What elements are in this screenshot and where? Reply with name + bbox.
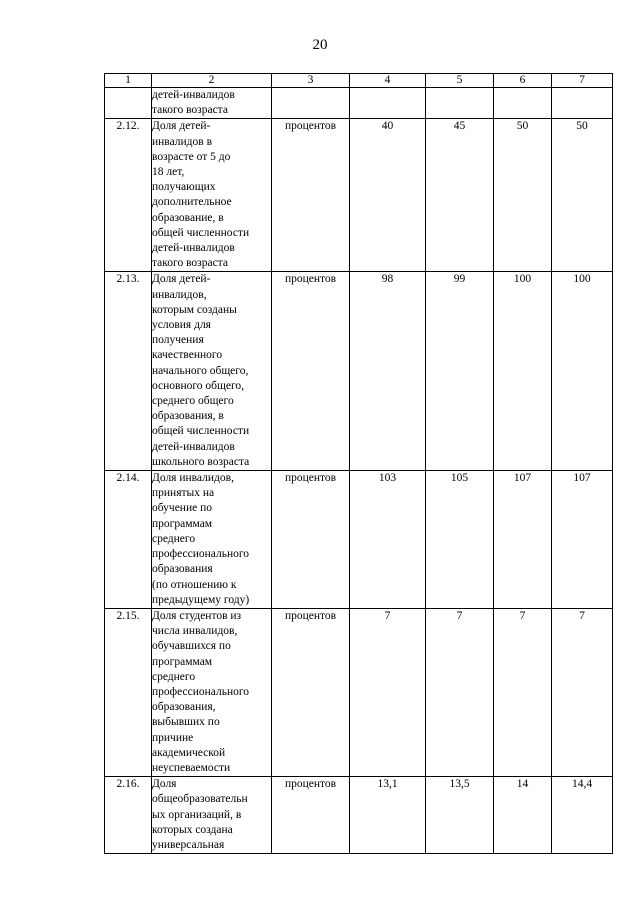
table-row bbox=[105, 608, 613, 776]
value-col-6: 50 bbox=[494, 119, 552, 272]
unit-cell: процентов bbox=[272, 471, 350, 609]
table-row bbox=[105, 119, 613, 272]
table-row bbox=[105, 777, 613, 854]
table-header-row bbox=[105, 74, 613, 88]
row-number: 2.15. bbox=[105, 608, 152, 776]
column-number-1: 1 bbox=[105, 74, 152, 88]
value-col-6: 100 bbox=[494, 272, 552, 471]
indicator-name: Доля общеобразовательн ых организаций, в которых создана универсальная bbox=[152, 777, 272, 854]
column-number-6: 6 bbox=[494, 74, 552, 88]
value-col-4 bbox=[350, 88, 426, 119]
row-number: 2.16. bbox=[105, 777, 152, 854]
value-col-7: 14,4 bbox=[552, 777, 613, 854]
value-col-4: 40 bbox=[350, 119, 426, 272]
value-col-6 bbox=[494, 88, 552, 119]
column-number-4: 4 bbox=[350, 74, 426, 88]
page-number: 20 bbox=[312, 37, 328, 53]
column-number-5: 5 bbox=[426, 74, 494, 88]
value-col-5: 7 bbox=[426, 608, 494, 776]
value-col-7: 7 bbox=[552, 608, 613, 776]
row-number: 2.12. bbox=[105, 119, 152, 272]
unit-cell: процентов bbox=[272, 777, 350, 854]
unit-cell bbox=[272, 88, 350, 119]
indicator-name: Доля детей- инвалидов, которым созданы условия для получения качественного начального общего, основного общего, среднего общего образования, в общей численности детей-инвалидов школьного возраста bbox=[152, 272, 272, 471]
value-col-6: 107 bbox=[494, 471, 552, 609]
value-col-7 bbox=[552, 88, 613, 119]
value-col-5 bbox=[426, 88, 494, 119]
value-col-7: 107 bbox=[552, 471, 613, 609]
table-row bbox=[105, 272, 613, 471]
value-col-4: 98 bbox=[350, 272, 426, 471]
unit-cell: процентов bbox=[272, 608, 350, 776]
value-col-4: 7 bbox=[350, 608, 426, 776]
column-number-7: 7 bbox=[552, 74, 613, 88]
indicator-name: детей-инвалидов такого возраста bbox=[152, 88, 272, 119]
row-number: 2.14. bbox=[105, 471, 152, 609]
row-number: 2.13. bbox=[105, 272, 152, 471]
value-col-6: 7 bbox=[494, 608, 552, 776]
column-number-2: 2 bbox=[152, 74, 272, 88]
value-col-5: 105 bbox=[426, 471, 494, 609]
row-number bbox=[105, 88, 152, 119]
table-row bbox=[105, 471, 613, 609]
value-col-5: 13,5 bbox=[426, 777, 494, 854]
indicator-name: Доля детей- инвалидов в возрасте от 5 до 18 лет, получающих дополнительное образование, в общей численности детей-инвалидов такого возраста bbox=[152, 119, 272, 272]
value-col-7: 100 bbox=[552, 272, 613, 471]
indicator-name: Доля студентов из числа инвалидов, обучавшихся по программам среднего профессионального образования, выбывших по причине академической неуспеваемости bbox=[152, 608, 272, 776]
unit-cell: процентов bbox=[272, 272, 350, 471]
indicator-name: Доля инвалидов, принятых на обучение по программам среднего профессионального образования (по отношению к предыдущему году) bbox=[152, 471, 272, 609]
table-row bbox=[105, 88, 613, 119]
value-col-7: 50 bbox=[552, 119, 613, 272]
value-col-4: 103 bbox=[350, 471, 426, 609]
value-col-6: 14 bbox=[494, 777, 552, 854]
column-number-3: 3 bbox=[272, 74, 350, 88]
indicators-table bbox=[104, 73, 613, 854]
unit-cell: процентов bbox=[272, 119, 350, 272]
value-col-4: 13,1 bbox=[350, 777, 426, 854]
value-col-5: 99 bbox=[426, 272, 494, 471]
value-col-5: 45 bbox=[426, 119, 494, 272]
